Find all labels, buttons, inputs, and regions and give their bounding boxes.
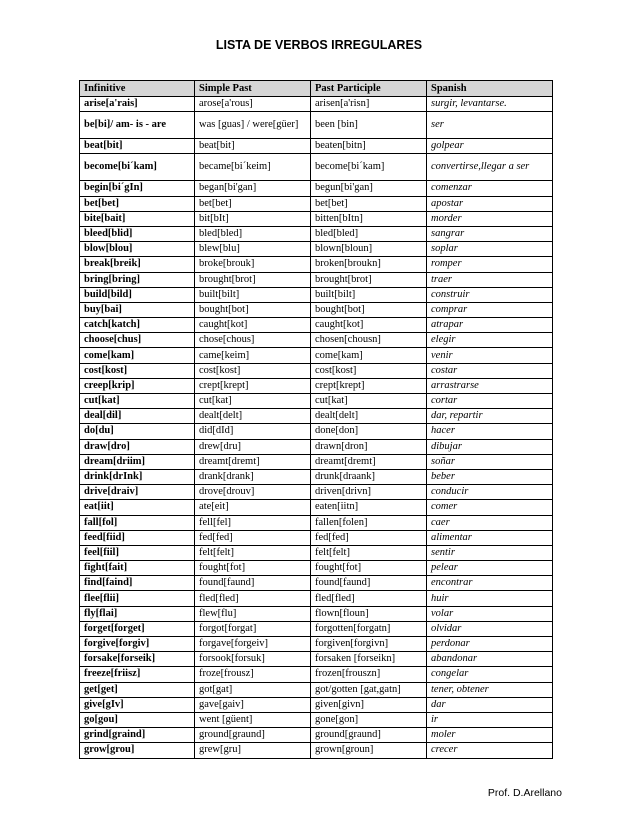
cell-infinitive: bleed[blid] bbox=[80, 226, 195, 241]
cell-simple-past: flew[flu] bbox=[195, 606, 311, 621]
cell-infinitive: break[breik] bbox=[80, 257, 195, 272]
cell-infinitive: go[gou] bbox=[80, 712, 195, 727]
table-row bbox=[80, 545, 553, 560]
cell-spanish: congelar bbox=[427, 667, 553, 682]
table-row bbox=[80, 348, 553, 363]
cell-past-participle: eaten[iitn] bbox=[311, 500, 427, 515]
page-title: LISTA DE VERBOS IRREGULARES bbox=[215, 38, 423, 52]
cell-simple-past: drank[drank] bbox=[195, 469, 311, 484]
table-row bbox=[80, 712, 553, 727]
cell-past-participle: been [bin] bbox=[311, 112, 427, 139]
table-row bbox=[80, 652, 553, 667]
cell-past-participle: frozen[frouszn] bbox=[311, 667, 427, 682]
cell-infinitive: bite[bait] bbox=[80, 211, 195, 226]
cell-simple-past: bought[bot] bbox=[195, 302, 311, 317]
cell-simple-past: fought[fot] bbox=[195, 561, 311, 576]
cell-simple-past: ate[eit] bbox=[195, 500, 311, 515]
cell-simple-past: cut[kat] bbox=[195, 394, 311, 409]
cell-simple-past: gave[gaiv] bbox=[195, 697, 311, 712]
cell-simple-past: got[gat] bbox=[195, 682, 311, 697]
header-spanish: Spanish bbox=[427, 81, 553, 97]
cell-past-participle: cut[kat] bbox=[311, 394, 427, 409]
table-row bbox=[80, 333, 553, 348]
cell-simple-past: became[bi´keim] bbox=[195, 154, 311, 181]
table-row bbox=[80, 272, 553, 287]
cell-past-participle: come[kam] bbox=[311, 348, 427, 363]
header-simple-past: Simple Past bbox=[195, 81, 311, 97]
cell-simple-past: arose[a'rous] bbox=[195, 97, 311, 112]
table-row bbox=[80, 667, 553, 682]
cell-spanish: venir bbox=[427, 348, 553, 363]
cell-past-participle: blown[bloun] bbox=[311, 242, 427, 257]
table-row bbox=[80, 318, 553, 333]
cell-spanish: soñar bbox=[427, 454, 553, 469]
cell-infinitive: drive[draiv] bbox=[80, 485, 195, 500]
cell-infinitive: grow[grou] bbox=[80, 743, 195, 758]
cell-simple-past: forsook[forsuk] bbox=[195, 652, 311, 667]
cell-spanish: caer bbox=[427, 515, 553, 530]
cell-infinitive: dream[driim] bbox=[80, 454, 195, 469]
cell-past-participle: brought[brot] bbox=[311, 272, 427, 287]
cell-simple-past: bet[bet] bbox=[195, 196, 311, 211]
cell-infinitive: cost[kost] bbox=[80, 363, 195, 378]
cell-past-participle: forgotten[forgatn] bbox=[311, 621, 427, 636]
table-row bbox=[80, 697, 553, 712]
table-row bbox=[80, 561, 553, 576]
cell-spanish: perdonar bbox=[427, 637, 553, 652]
table-row bbox=[80, 154, 553, 181]
cell-simple-past: ground[graund] bbox=[195, 728, 311, 743]
cell-simple-past: felt[felt] bbox=[195, 545, 311, 560]
cell-simple-past: came[keim] bbox=[195, 348, 311, 363]
cell-spanish: dibujar bbox=[427, 439, 553, 454]
cell-infinitive: forsake[forseik] bbox=[80, 652, 195, 667]
table-row bbox=[80, 576, 553, 591]
cell-simple-past: began[bi'gan] bbox=[195, 181, 311, 196]
cell-simple-past: forgot[forgat] bbox=[195, 621, 311, 636]
cell-spanish: romper bbox=[427, 257, 553, 272]
cell-simple-past: cost[kost] bbox=[195, 363, 311, 378]
cell-spanish: dar bbox=[427, 697, 553, 712]
cell-simple-past: broke[brouk] bbox=[195, 257, 311, 272]
table-row bbox=[80, 424, 553, 439]
cell-spanish: tener, obtener bbox=[427, 682, 553, 697]
cell-spanish: atrapar bbox=[427, 318, 553, 333]
cell-infinitive: fall[fol] bbox=[80, 515, 195, 530]
cell-simple-past: grew[gru] bbox=[195, 743, 311, 758]
cell-infinitive: fly[flai] bbox=[80, 606, 195, 621]
author-signature: Prof. D.Arellano bbox=[487, 787, 562, 799]
table-row bbox=[80, 363, 553, 378]
cell-infinitive: build[bild] bbox=[80, 287, 195, 302]
cell-spanish: traer bbox=[427, 272, 553, 287]
table-row bbox=[80, 139, 553, 154]
cell-simple-past: froze[frousz] bbox=[195, 667, 311, 682]
table-row bbox=[80, 606, 553, 621]
cell-simple-past: built[bilt] bbox=[195, 287, 311, 302]
cell-spanish: sentir bbox=[427, 545, 553, 560]
cell-past-participle: fought[fot] bbox=[311, 561, 427, 576]
cell-simple-past: dreamt[dremt] bbox=[195, 454, 311, 469]
table-row bbox=[80, 454, 553, 469]
table-row bbox=[80, 196, 553, 211]
cell-simple-past: caught[kot] bbox=[195, 318, 311, 333]
cell-spanish: huir bbox=[427, 591, 553, 606]
table-row bbox=[80, 743, 553, 758]
table-row bbox=[80, 378, 553, 393]
cell-simple-past: fed[fed] bbox=[195, 530, 311, 545]
cell-infinitive: fight[fait] bbox=[80, 561, 195, 576]
cell-infinitive: begin[bi´gIn] bbox=[80, 181, 195, 196]
cell-past-participle: bitten[bItn] bbox=[311, 211, 427, 226]
cell-past-participle: built[bilt] bbox=[311, 287, 427, 302]
table-row bbox=[80, 637, 553, 652]
cell-spanish: convertirse,llegar a ser bbox=[427, 154, 553, 181]
cell-simple-past: fell[fel] bbox=[195, 515, 311, 530]
cell-past-participle: arisen[a'risn] bbox=[311, 97, 427, 112]
cell-past-participle: bought[bot] bbox=[311, 302, 427, 317]
cell-simple-past: drew[dru] bbox=[195, 439, 311, 454]
table-row bbox=[80, 211, 553, 226]
cell-spanish: olvidar bbox=[427, 621, 553, 636]
cell-past-participle: begun[bi'gan] bbox=[311, 181, 427, 196]
cell-past-participle: dealt[delt] bbox=[311, 409, 427, 424]
cell-simple-past: fled[fled] bbox=[195, 591, 311, 606]
cell-past-participle: fled[fled] bbox=[311, 591, 427, 606]
cell-spanish: hacer bbox=[427, 424, 553, 439]
cell-past-participle: dreamt[dremt] bbox=[311, 454, 427, 469]
header-infinitive: Infinitive bbox=[80, 81, 195, 97]
cell-infinitive: beat[bit] bbox=[80, 139, 195, 154]
table-row bbox=[80, 591, 553, 606]
table-row bbox=[80, 439, 553, 454]
cell-past-participle: become[bi´kam] bbox=[311, 154, 427, 181]
cell-spanish: surgir, levantarse. bbox=[427, 97, 553, 112]
cell-infinitive: grind[graind] bbox=[80, 728, 195, 743]
table-row bbox=[80, 112, 553, 139]
table-row bbox=[80, 181, 553, 196]
irregular-verbs-table bbox=[79, 80, 553, 759]
cell-simple-past: chose[chous] bbox=[195, 333, 311, 348]
cell-simple-past: went [güent] bbox=[195, 712, 311, 727]
cell-infinitive: buy[bai] bbox=[80, 302, 195, 317]
cell-simple-past: was [guas] / were[güer] bbox=[195, 112, 311, 139]
table-row bbox=[80, 469, 553, 484]
cell-past-participle: given[givn] bbox=[311, 697, 427, 712]
cell-simple-past: blew[blu] bbox=[195, 242, 311, 257]
cell-infinitive: freeze[friisz] bbox=[80, 667, 195, 682]
cell-infinitive: deal[dil] bbox=[80, 409, 195, 424]
cell-spanish: golpear bbox=[427, 139, 553, 154]
table-row bbox=[80, 226, 553, 241]
cell-past-participle: gone[gon] bbox=[311, 712, 427, 727]
table-row bbox=[80, 682, 553, 697]
table-row bbox=[80, 257, 553, 272]
cell-infinitive: get[get] bbox=[80, 682, 195, 697]
cell-spanish: crecer bbox=[427, 743, 553, 758]
cell-past-participle: fed[fed] bbox=[311, 530, 427, 545]
cell-infinitive: cut[kat] bbox=[80, 394, 195, 409]
cell-infinitive: do[du] bbox=[80, 424, 195, 439]
cell-simple-past: did[dId] bbox=[195, 424, 311, 439]
cell-spanish: ser bbox=[427, 112, 553, 139]
cell-past-participle: ground[graund] bbox=[311, 728, 427, 743]
cell-past-participle: caught[kot] bbox=[311, 318, 427, 333]
cell-infinitive: arise[a'rais] bbox=[80, 97, 195, 112]
table-row bbox=[80, 485, 553, 500]
cell-infinitive: feed[fiid] bbox=[80, 530, 195, 545]
table-row bbox=[80, 394, 553, 409]
cell-past-participle: forgiven[forgivn] bbox=[311, 637, 427, 652]
table-row bbox=[80, 621, 553, 636]
cell-spanish: alimentar bbox=[427, 530, 553, 545]
cell-simple-past: found[faund] bbox=[195, 576, 311, 591]
cell-past-participle: done[don] bbox=[311, 424, 427, 439]
cell-simple-past: crept[krept] bbox=[195, 378, 311, 393]
table-row bbox=[80, 302, 553, 317]
table-row bbox=[80, 500, 553, 515]
cell-past-participle: got/gotten [gat,gatn] bbox=[311, 682, 427, 697]
cell-past-participle: chosen[chousn] bbox=[311, 333, 427, 348]
cell-simple-past: forgave[forgeiv] bbox=[195, 637, 311, 652]
cell-spanish: dar, repartir bbox=[427, 409, 553, 424]
cell-spanish: ir bbox=[427, 712, 553, 727]
table-row bbox=[80, 728, 553, 743]
header-past-participle: Past Participle bbox=[311, 81, 427, 97]
cell-spanish: abandonar bbox=[427, 652, 553, 667]
cell-past-participle: drawn[dron] bbox=[311, 439, 427, 454]
cell-spanish: arrastrarse bbox=[427, 378, 553, 393]
cell-infinitive: feel[fiil] bbox=[80, 545, 195, 560]
cell-infinitive: forgive[forgiv] bbox=[80, 637, 195, 652]
cell-infinitive: flee[flii] bbox=[80, 591, 195, 606]
cell-past-participle: felt[felt] bbox=[311, 545, 427, 560]
cell-spanish: sangrar bbox=[427, 226, 553, 241]
cell-spanish: morder bbox=[427, 211, 553, 226]
cell-infinitive: draw[dro] bbox=[80, 439, 195, 454]
cell-past-participle: fallen[folen] bbox=[311, 515, 427, 530]
cell-past-participle: bet[bet] bbox=[311, 196, 427, 211]
cell-past-participle: driven[drivn] bbox=[311, 485, 427, 500]
cell-past-participle: broken[broukn] bbox=[311, 257, 427, 272]
cell-past-participle: found[faund] bbox=[311, 576, 427, 591]
cell-infinitive: become[bi´kam] bbox=[80, 154, 195, 181]
table-row bbox=[80, 97, 553, 112]
cell-simple-past: dealt[delt] bbox=[195, 409, 311, 424]
cell-spanish: pelear bbox=[427, 561, 553, 576]
cell-infinitive: come[kam] bbox=[80, 348, 195, 363]
cell-spanish: comenzar bbox=[427, 181, 553, 196]
cell-spanish: elegir bbox=[427, 333, 553, 348]
cell-past-participle: bled[bled] bbox=[311, 226, 427, 241]
table-row bbox=[80, 530, 553, 545]
table-row bbox=[80, 409, 553, 424]
cell-spanish: volar bbox=[427, 606, 553, 621]
table-header-row bbox=[80, 81, 553, 97]
cell-spanish: apostar bbox=[427, 196, 553, 211]
cell-past-participle: flown[floun] bbox=[311, 606, 427, 621]
cell-infinitive: blow[blou] bbox=[80, 242, 195, 257]
cell-infinitive: choose[chus] bbox=[80, 333, 195, 348]
cell-simple-past: drove[drouv] bbox=[195, 485, 311, 500]
cell-spanish: conducir bbox=[427, 485, 553, 500]
cell-simple-past: brought[brot] bbox=[195, 272, 311, 287]
cell-spanish: cortar bbox=[427, 394, 553, 409]
cell-spanish: encontrar bbox=[427, 576, 553, 591]
table-row bbox=[80, 515, 553, 530]
cell-simple-past: bled[bled] bbox=[195, 226, 311, 241]
cell-spanish: moler bbox=[427, 728, 553, 743]
cell-infinitive: drink[drInk] bbox=[80, 469, 195, 484]
cell-infinitive: catch[katch] bbox=[80, 318, 195, 333]
cell-past-participle: crept[krept] bbox=[311, 378, 427, 393]
cell-past-participle: beaten[bitn] bbox=[311, 139, 427, 154]
cell-spanish: soplar bbox=[427, 242, 553, 257]
cell-infinitive: eat[iit] bbox=[80, 500, 195, 515]
cell-simple-past: bit[bIt] bbox=[195, 211, 311, 226]
table-row bbox=[80, 242, 553, 257]
cell-past-participle: forsaken [forseikn] bbox=[311, 652, 427, 667]
cell-infinitive: bet[bet] bbox=[80, 196, 195, 211]
cell-spanish: construir bbox=[427, 287, 553, 302]
cell-infinitive: find[faind] bbox=[80, 576, 195, 591]
cell-past-participle: drunk[draank] bbox=[311, 469, 427, 484]
cell-spanish: costar bbox=[427, 363, 553, 378]
cell-past-participle: grown[groun] bbox=[311, 743, 427, 758]
cell-infinitive: creep[krip] bbox=[80, 378, 195, 393]
cell-simple-past: beat[bit] bbox=[195, 139, 311, 154]
cell-past-participle: cost[kost] bbox=[311, 363, 427, 378]
cell-infinitive: be[bi]/ am- is - are bbox=[80, 112, 195, 139]
cell-infinitive: bring[bring] bbox=[80, 272, 195, 287]
cell-spanish: comer bbox=[427, 500, 553, 515]
cell-spanish: comprar bbox=[427, 302, 553, 317]
cell-infinitive: give[gIv] bbox=[80, 697, 195, 712]
cell-spanish: beber bbox=[427, 469, 553, 484]
cell-infinitive: forget[forget] bbox=[80, 621, 195, 636]
table-row bbox=[80, 287, 553, 302]
